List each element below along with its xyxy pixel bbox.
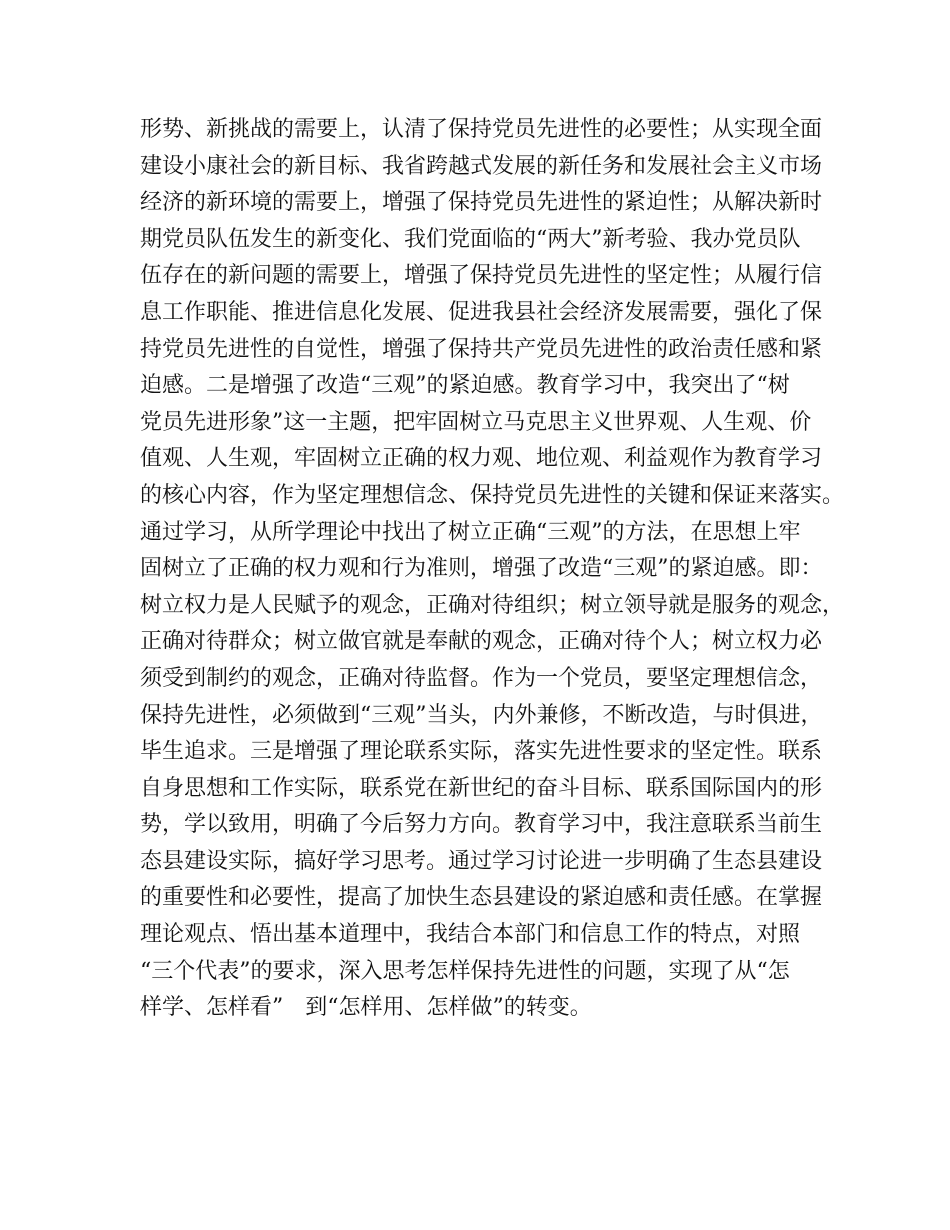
text-line: 的核心内容，作为坚定理想信念、保持党员先进性的关键和保证来落实。 — [140, 482, 845, 508]
text-line: 持党员先进性的自觉性，增强了保持共产党员先进性的政治责任感和紧 — [140, 336, 823, 362]
text-line: 迫感。二是增强了改造“三观”的紧迫感。教育学习中，我突出了“树 — [140, 373, 790, 399]
text-line: 保持先进性，必须做到“三观”当头，内外兼修，不断改造，与时俱进， — [140, 702, 823, 728]
text-line: 形势、新挑战的需要上，认清了保持党员先进性的必要性；从实现全面 — [140, 117, 823, 142]
text-line: 通过学习，从所学理论中找出了树立正确“三观”的方法，在思想上牢 — [140, 519, 801, 545]
text-line: 毕生追求。三是增强了理论联系实际，落实先进性要求的坚定性。联系 — [140, 739, 823, 765]
text-line: 树立权力是人民赋予的观念，正确对待组织；树立领导就是服务的观念， — [140, 592, 845, 618]
text-line: 须受到制约的观念，正确对待监督。作为一个党员，要坚定理想信念， — [140, 665, 823, 691]
text-line: 理论观点、悟出基本道理中，我结合本部门和信息工作的特点，对照 — [140, 922, 801, 948]
text-line: 伍存在的新问题的需要上，增强了保持党员先进性的坚定性；从履行信 — [140, 263, 823, 289]
text-line: 正确对待群众；树立做官就是奉献的观念，正确对待个人；树立权力必 — [140, 629, 823, 655]
text-line: 势，学以致用，明确了今后努力方向。教育学习中，我注意联系当前生 — [140, 812, 823, 838]
text-line: 样学、怎样看” 到“怎样用、怎样做”的转变。 — [140, 995, 592, 1021]
text-line: 自身思想和工作实际，联系党在新世纪的奋斗目标、联系国际国内的形 — [140, 775, 823, 801]
text-line: “三个代表”的要求，深入思考怎样保持先进性的问题，实现了从“怎 — [140, 958, 790, 984]
text-line: 的重要性和必要性，提高了加快生态县建设的紧迫感和责任感。在掌握 — [140, 885, 823, 911]
text-line: 值观、人生观，牢固树立正确的权力观、地位观、利益观作为教育学习 — [140, 446, 823, 472]
text-line: 期党员队伍发生的新变化、我们党面临的“两大”新考验、我办党员队 — [140, 226, 801, 252]
text-line: 建设小康社会的新目标、我省跨越式发展的新任务和发展社会主义市场 — [140, 153, 823, 179]
text-line: 党员先进形象”这一主题，把牢固树立马克思主义世界观、人生观、价 — [140, 409, 812, 435]
text-line: 固树立了正确的权力观和行为准则，增强了改造“三观”的紧迫感。即： — [140, 556, 823, 582]
text-line: 态县建设实际，搞好学习思考。通过学习讨论进一步明确了生态县建设 — [140, 848, 823, 874]
body-text — [140, 112, 845, 1027]
text-line: 经济的新环境的需要上，增强了保持党员先进性的紧迫性；从解决新时 — [140, 190, 823, 216]
text-line: 息工作职能、推进信息化发展、促进我县社会经济发展需要，强化了保 — [140, 299, 823, 325]
